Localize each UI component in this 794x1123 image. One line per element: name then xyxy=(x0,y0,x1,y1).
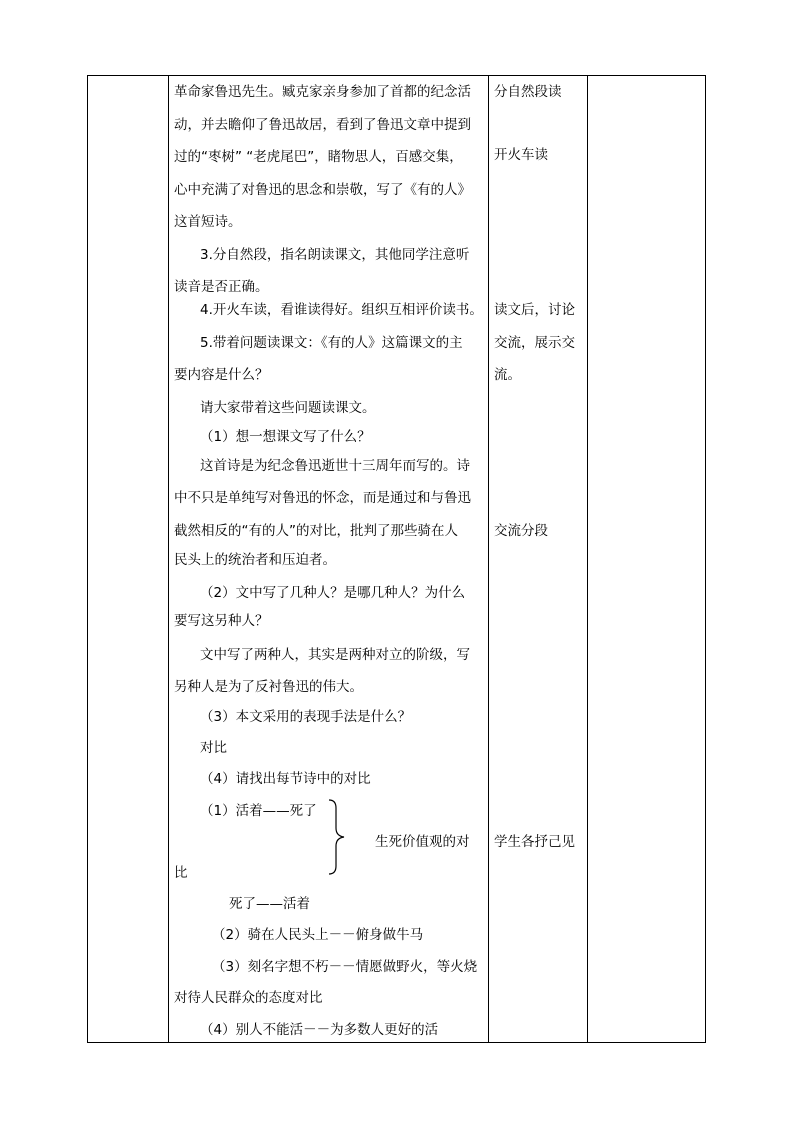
content-line: 请大家带着这些问题读课文。 xyxy=(200,400,376,416)
content-line: 另种人是为了反衬鲁迅的伟大。 xyxy=(174,679,363,695)
content-line: （1）活着——死了 xyxy=(200,803,317,819)
content-line: 生死价值观的对 xyxy=(375,834,470,850)
empty-right-cell xyxy=(588,76,705,1042)
content-line: 3.分自然段，指名朗读课文，其他同学注意听 xyxy=(200,247,470,263)
lesson-table xyxy=(87,75,706,1043)
content-line: 民头上的统治者和压迫者。 xyxy=(174,552,336,568)
content-line: 读音是否正确。 xyxy=(174,279,269,295)
content-line: （3）刻名字想不朽－－情愿做野火，等火烧 xyxy=(212,959,478,975)
content-line: 这首诗是为纪念鲁迅逝世十三周年而写的。诗 xyxy=(200,458,470,474)
content-line: 死了——活着 xyxy=(229,896,310,912)
activity-line: 交流，展示交 xyxy=(494,335,575,351)
student-activity-cell xyxy=(489,76,587,1042)
content-line: 4.开火车读，看谁读得好。组织互相评价读书。 xyxy=(200,302,483,318)
activity-line: 开火车读 xyxy=(494,147,548,163)
activity-line: 读文后，讨论 xyxy=(494,302,575,318)
content-line: 革命家鲁迅先生。臧克家亲身参加了首都的纪念活 xyxy=(174,84,471,100)
content-line: 动，并去瞻仰了鲁迅故居，看到了鲁迅文章中提到 xyxy=(174,117,471,133)
content-line: 要内容是什么？ xyxy=(174,367,269,383)
content-line: 对待人民群众的态度对比 xyxy=(174,990,323,1006)
activity-line: 交流分段 xyxy=(494,523,548,539)
content-line: 中不只是单纯写对鲁迅的怀念，而是通过和与鲁迅 xyxy=(174,490,471,506)
activity-line: 流。 xyxy=(494,367,521,383)
activity-line: 分自然段读 xyxy=(494,84,562,100)
content-line: （4）请找出每节诗中的对比 xyxy=(200,771,371,787)
content-line: （4）别人不能活－－为多数人更好的活 xyxy=(200,1022,439,1038)
content-line: （3）本文采用的表现手法是什么？ xyxy=(200,709,412,725)
content-line: 对比 xyxy=(200,740,227,756)
content-line: （2）文中写了几种人？是哪几种人？为什么 xyxy=(200,585,466,601)
teaching-content-cell xyxy=(169,76,488,1042)
content-line: 这首短诗。 xyxy=(174,214,242,230)
content-line: 截然相反的“有的人”的对比，批判了那些骑在人 xyxy=(174,523,458,539)
content-line: （1）想一想课文写了什么？ xyxy=(200,429,371,445)
content-line: （2）骑在人民头上－－俯身做牛马 xyxy=(212,927,424,943)
content-line: 比 xyxy=(174,865,188,881)
activity-line: 学生各抒己见 xyxy=(494,834,575,850)
content-line: 要写这另种人？ xyxy=(174,613,269,629)
content-line: 文中写了两种人，其实是两种对立的阶级，写 xyxy=(200,647,470,663)
curly-brace-icon xyxy=(326,798,348,876)
empty-left-cell xyxy=(88,76,168,1042)
content-line: 过的“枣树” “老虎尾巴”，睹物思人，百感交集， xyxy=(174,149,463,165)
content-line: 心中充满了对鲁迅的思念和崇敬，写了《有的人》 xyxy=(174,182,471,198)
content-line: 5.带着问题读课文：《有的人》这篇课文的主 xyxy=(200,335,463,351)
